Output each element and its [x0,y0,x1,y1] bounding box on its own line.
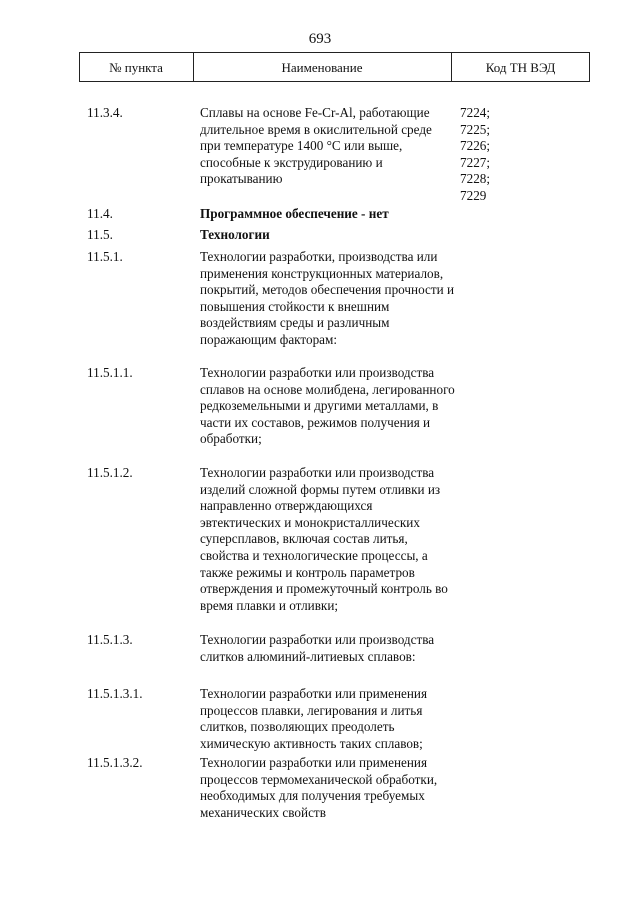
item-name: Технологии разработки или производства сплавов на основе молибдена, легированного редкоземельными и другими металлами, в части их составов, режимов получения и обработки; [200,365,455,447]
item-number: 11.5.1.3. [87,632,133,647]
tnved-code: 7228; [460,171,491,187]
tnved-code: 7224; [460,105,491,120]
tnved-codes [460,105,490,205]
item-name: Сплавы на основе Fe-Cr-Al, работающие длительное время в окислительной среде при температуре 1400 °С или выше, способные к экструдированию и прокатыванию [200,105,432,187]
item-name: Технологии разработки, производства или применения конструкционных материалов, покрытий, методов обеспечения прочности и повышения стойкости к внешним воздействиям среды и различным поражающим факторам: [200,249,455,347]
tnved-code: 7229 [460,187,487,203]
header-col-code: Код ТН ВЭД [485,60,556,75]
item-number: 11.5.1.3.1. [87,686,143,701]
page-number: 693 [308,31,332,47]
item-number: 11.3.4. [87,105,123,120]
item-name: Технологии разработки или производства изделий сложной формы путем отливки из направленно отверждающихся эвтектических и монокристаллических суперсплавов, включая состав литья, свойства и технологические процессы, а также режимы и контроль параметров отверждения и промежуточный контроль во время плавки и отливки; [200,465,448,613]
item-number: 11.5.1.2. [87,465,133,480]
tnved-code: 7226; [460,138,491,154]
item-number: 11.4. [87,206,113,221]
item-name: Программное обеспечение - нет [200,206,389,221]
item-number: 11.5.1. [87,249,123,264]
header-col-name: Наименование [281,60,363,75]
item-number: 11.5. [87,227,113,242]
table-header [79,52,590,82]
item-number: 11.5.1.1. [87,365,133,380]
tnved-code: 7225; [460,121,491,137]
header-col-number: № пункта [109,60,163,75]
item-name: Технологии разработки или применения процессов плавки, легирования и литья слитков, позволяющих преодолеть химическую активность таких сплавов; [200,686,428,751]
tnved-code: 7227; [460,154,491,170]
item-name: Технологии разработки или производства слитков алюминий-литиевых сплавов: [200,632,435,664]
item-name: Технологии разработки или применения процессов термомеханической обработки, необходимых для получения требуемых механических свойств [200,755,438,820]
item-name: Технологии [200,227,270,242]
item-number: 11.5.1.3.2. [87,755,143,770]
